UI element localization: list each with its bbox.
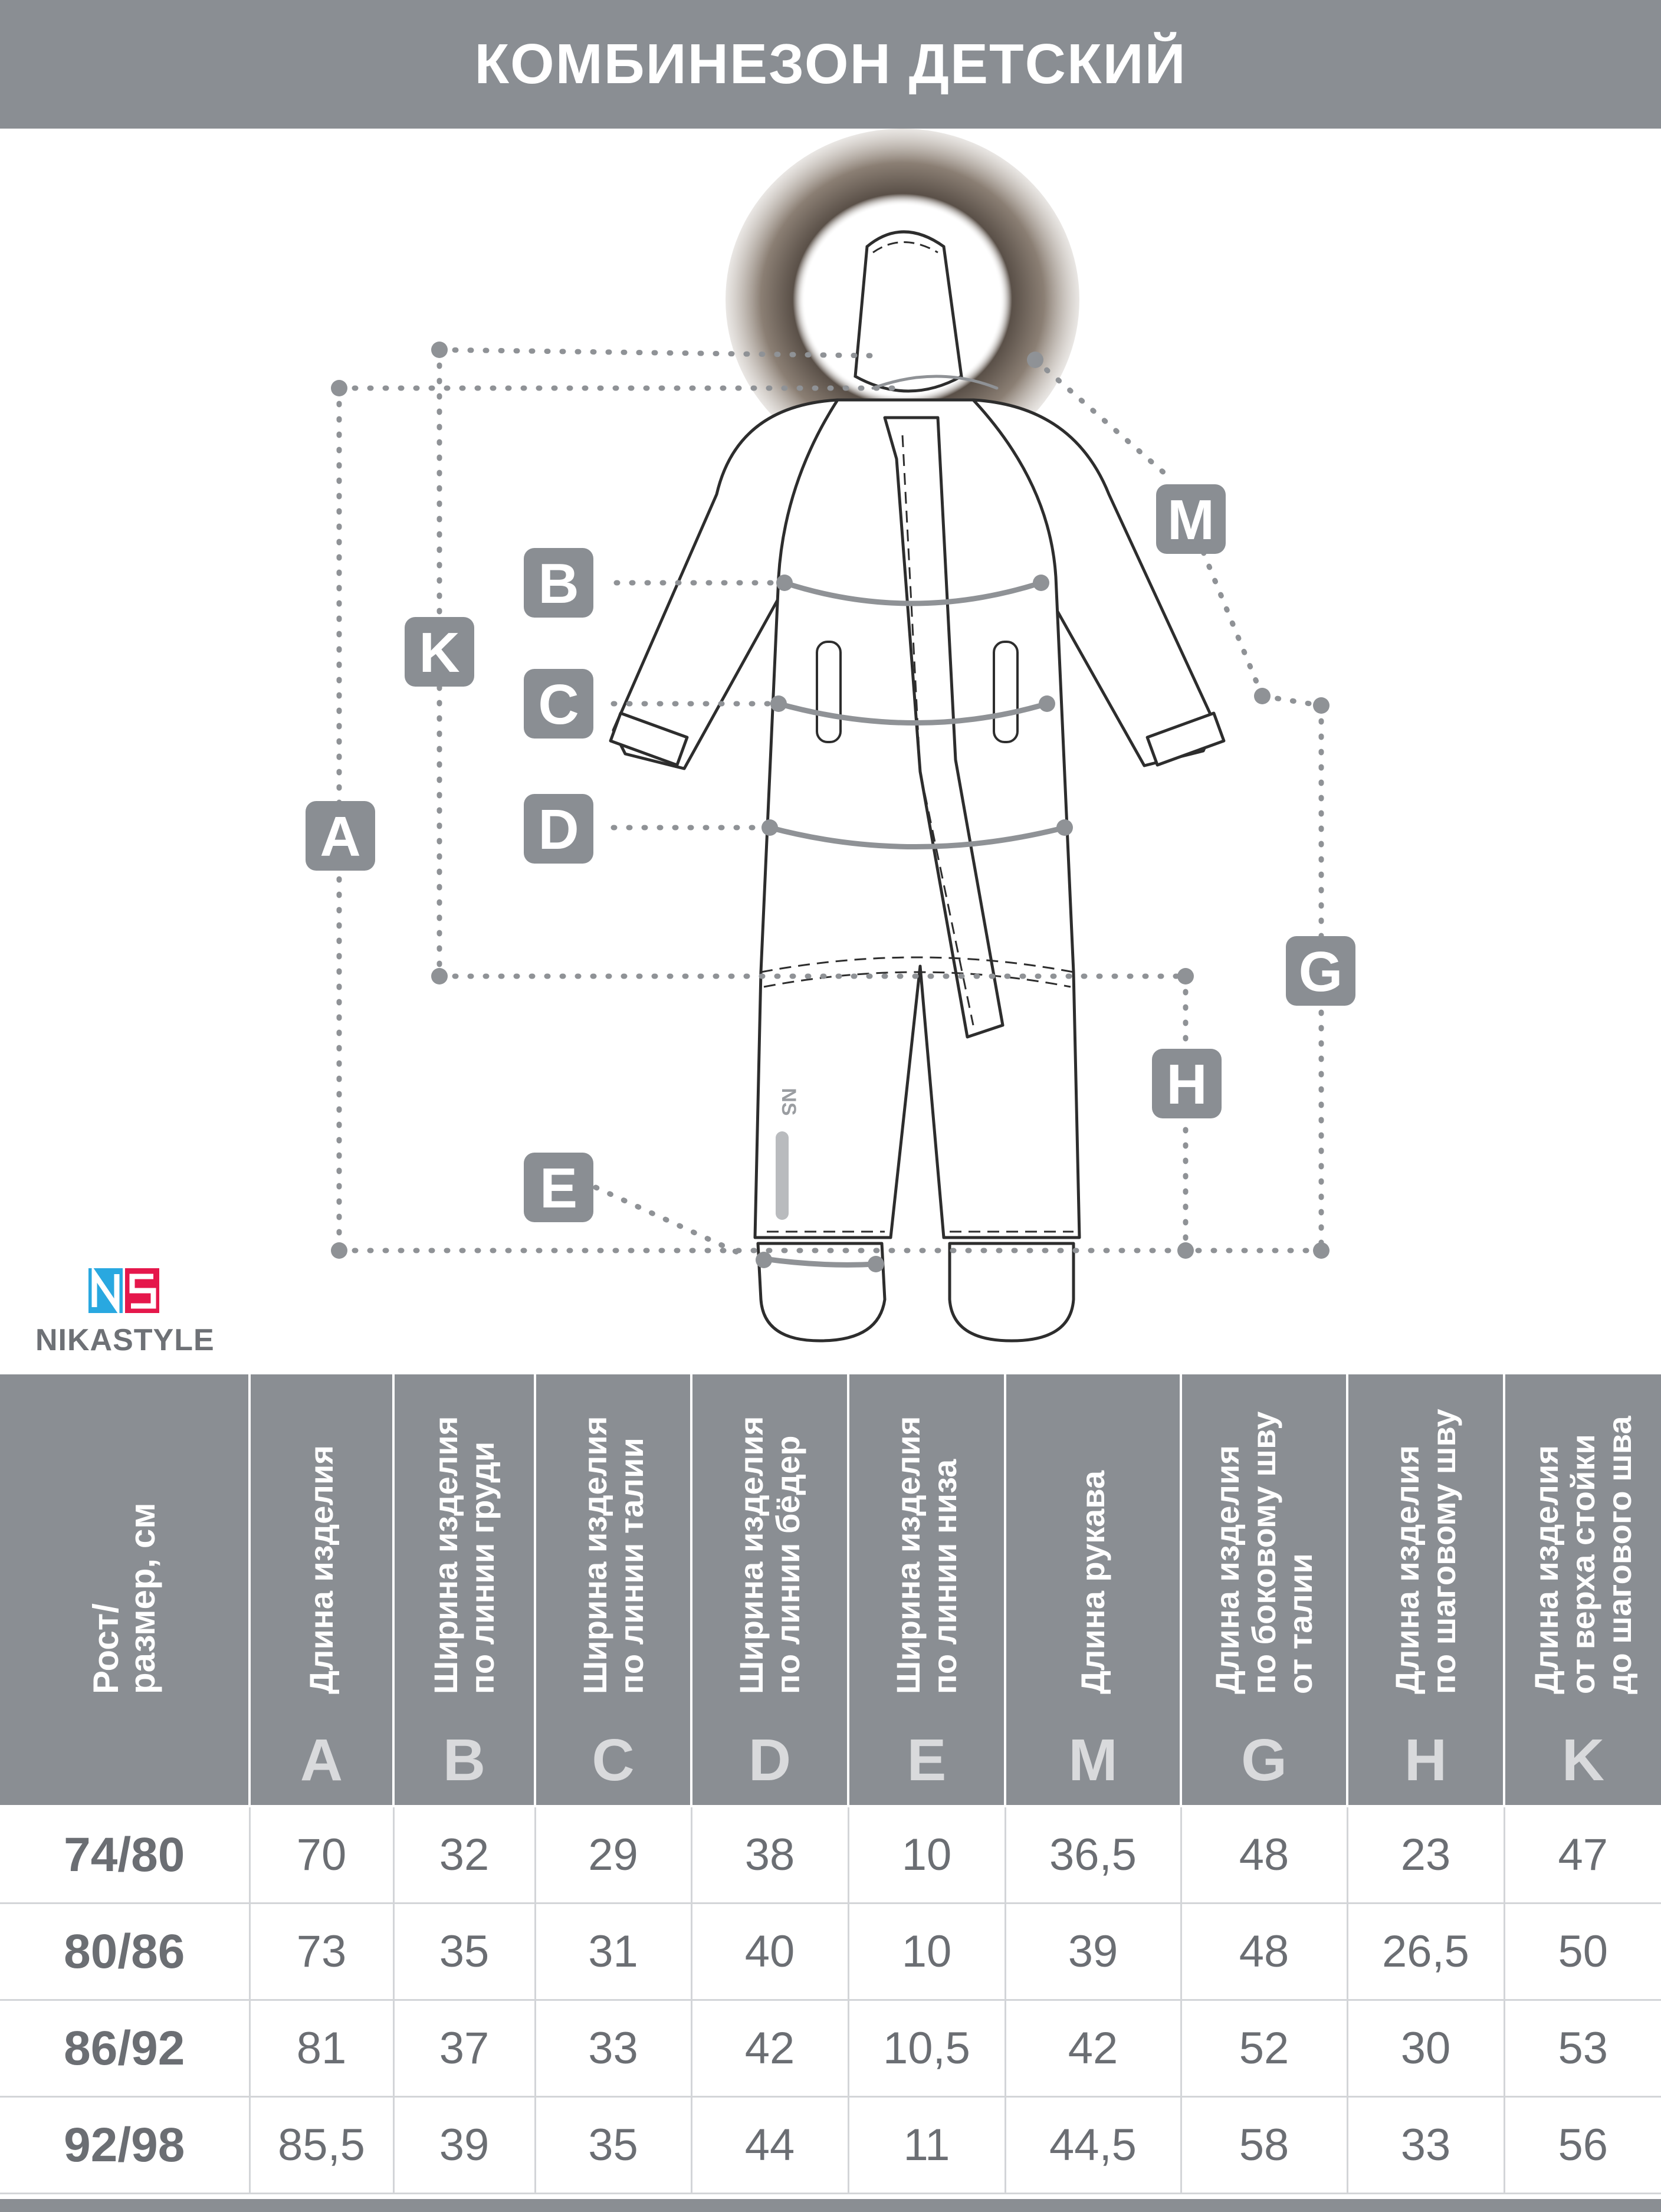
- table-cell: 35: [535, 2097, 691, 2194]
- table-cell: 56: [1504, 2097, 1661, 2194]
- table-cell: 39: [393, 2097, 535, 2194]
- header-k: Длина изделия от верха стойки до шагового шва K: [1504, 1374, 1661, 1806]
- size-cell: 80/86: [0, 1903, 250, 2000]
- table-cell: 70: [250, 1806, 393, 1903]
- svg-text:M: M: [1167, 488, 1214, 552]
- overall-outline: [610, 400, 1224, 1341]
- badge-c: [524, 669, 593, 739]
- footer-bar: [0, 2199, 1661, 2212]
- table-cell: 81: [250, 2000, 393, 2097]
- header-h: Длина изделия по шаговому шву H: [1347, 1374, 1504, 1806]
- size-cell: 74/80: [0, 1806, 250, 1903]
- brand-logo-mark: [88, 1268, 159, 1315]
- table-row: [0, 2097, 1661, 2194]
- size-chart-table: [0, 1374, 1661, 2194]
- table-cell: 37: [393, 2000, 535, 2097]
- svg-text:A: A: [320, 805, 361, 868]
- table-cell: 33: [535, 2000, 691, 2097]
- table-cell: 10: [848, 1806, 1005, 1903]
- header-e: Ширина изделия по линии низа E: [848, 1374, 1005, 1806]
- table-row: [0, 1903, 1661, 2000]
- size-cell: 86/92: [0, 2000, 250, 2097]
- table-cell: 39: [1005, 1903, 1181, 2000]
- svg-text:K: K: [419, 621, 460, 684]
- table-cell: 31: [535, 1903, 691, 2000]
- table-cell: 23: [1347, 1806, 1504, 1903]
- table-cell: 10: [848, 1903, 1005, 2000]
- table-cell: 32: [393, 1806, 535, 1903]
- table-cell: 40: [691, 1903, 848, 2000]
- table-cell: 26,5: [1347, 1903, 1504, 2000]
- table-cell: 47: [1504, 1806, 1661, 1903]
- table-row: [0, 2000, 1661, 2097]
- table-cell: 48: [1181, 1903, 1347, 2000]
- table-cell: 52: [1181, 2000, 1347, 2097]
- table-cell: 36,5: [1005, 1806, 1181, 1903]
- brand-logo: [35, 1268, 224, 1363]
- table-cell: 42: [1005, 2000, 1181, 2097]
- table-cell: 44,5: [1005, 2097, 1181, 2194]
- table-cell: 30: [1347, 2000, 1504, 2097]
- badge-e: [524, 1153, 593, 1222]
- badge-a: [306, 801, 375, 871]
- badge-d: [524, 794, 593, 864]
- header-d: Ширина изделия по линии бёдер D: [691, 1374, 848, 1806]
- table-cell: 44: [691, 2097, 848, 2194]
- brand-name: NIKASTYLE: [35, 1323, 215, 1357]
- table-cell: 53: [1504, 2000, 1661, 2097]
- table-cell: 85,5: [250, 2097, 393, 2194]
- header-g: Длина изделия по боковому шву от талии G: [1181, 1374, 1347, 1806]
- badge-k: [405, 617, 474, 687]
- table-cell: 50: [1504, 1903, 1661, 2000]
- header-b: Ширина изделия по линии груди B: [393, 1374, 535, 1806]
- badge-m: [1156, 484, 1226, 554]
- table-cell: 58: [1181, 2097, 1347, 2194]
- svg-text:E: E: [539, 1157, 578, 1220]
- table-cell: 73: [250, 1903, 393, 2000]
- table-cell: 48: [1181, 1806, 1347, 1903]
- svg-text:D: D: [538, 798, 579, 861]
- svg-text:B: B: [538, 552, 579, 615]
- page-title: КОМБИНЕЗОН ДЕТСКИЙ: [0, 0, 1661, 129]
- badge-h: [1152, 1049, 1222, 1118]
- table-cell: 10,5: [848, 2000, 1005, 2097]
- svg-text:H: H: [1166, 1053, 1207, 1116]
- leg-print-text: NS: [777, 1088, 800, 1116]
- table-cell: 35: [393, 1903, 535, 2000]
- header-m: Длина рукава M: [1005, 1374, 1181, 1806]
- header-size: Рост/ размер, см: [0, 1374, 250, 1806]
- table-cell: 11: [848, 2097, 1005, 2194]
- table-cell: 29: [535, 1806, 691, 1903]
- table-row: [0, 1806, 1661, 1903]
- garment-measurement-diagram: [0, 129, 1661, 1374]
- header-a: Длина изделия A: [250, 1374, 393, 1806]
- size-cell: 92/98: [0, 2097, 250, 2194]
- table-cell: 38: [691, 1806, 848, 1903]
- badge-g: [1286, 936, 1355, 1006]
- table-cell: 33: [1347, 2097, 1504, 2194]
- header-c: Ширина изделия по линии талии C: [535, 1374, 691, 1806]
- table-header-row: [0, 1374, 1661, 1806]
- table-cell: 42: [691, 2000, 848, 2097]
- badge-b: [524, 548, 593, 618]
- svg-text:C: C: [538, 673, 579, 736]
- svg-text:G: G: [1298, 940, 1343, 1003]
